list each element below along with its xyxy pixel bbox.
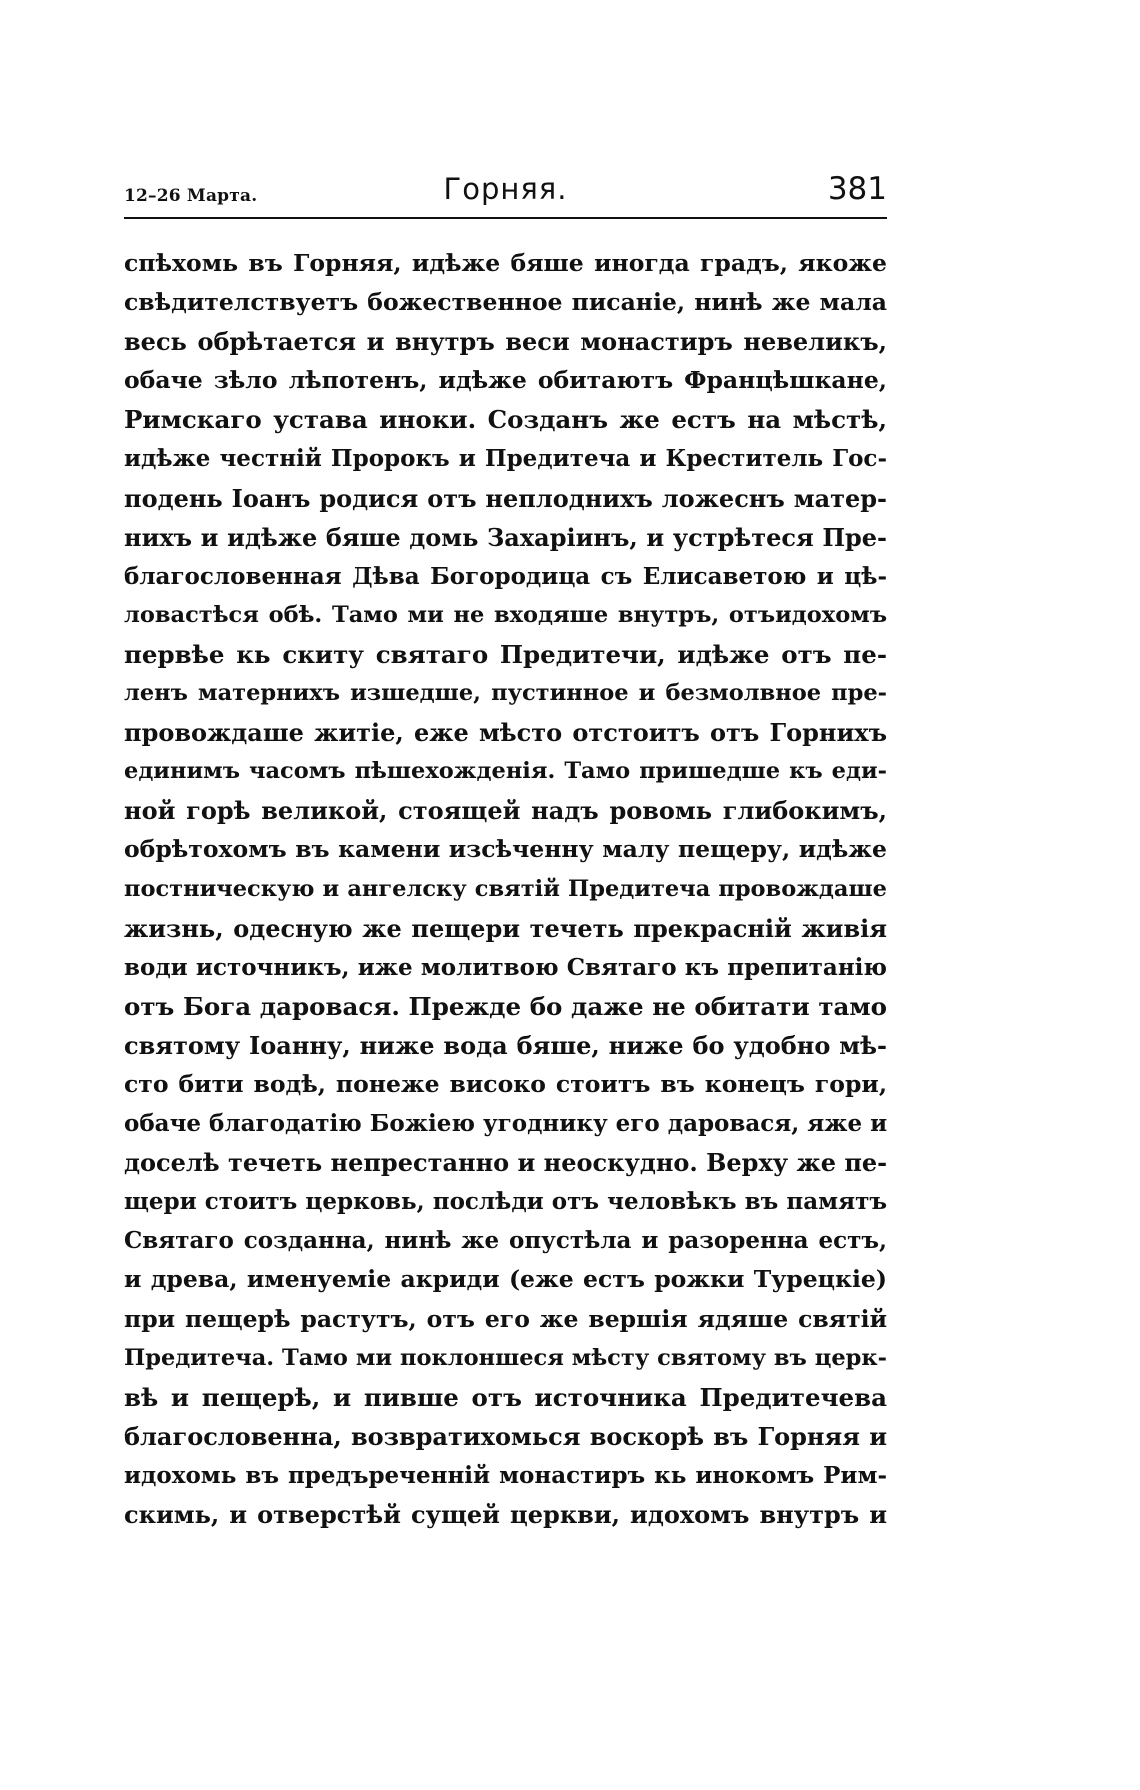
text-line: ленъ матернихъ изшедше, пустинное и безмолвное пре-: [124, 680, 887, 707]
text-line: спѣхомь въ Горняя, идѣже бяше иногда градъ, якоже: [124, 249, 887, 277]
text-line: свѣдителствуетъ божественное писаніе, нинѣ же мала: [124, 288, 887, 317]
text-line: обаче зѣло лѣпотенъ, идѣже обитаютъ Францѣшкане,: [124, 366, 887, 395]
text-line: и древа, именуеміе акриди (еже естъ рожки Турецкіе): [124, 1265, 887, 1294]
text-line: подень Іоанъ родися отъ неплоднихъ ложеснъ матер-: [124, 483, 887, 513]
text-line: благословенна, возвратихомься воскорѣ въ Горняя и: [124, 1421, 887, 1451]
text-line: нихъ и идѣже бяше домь Захаріинъ, и устрѣтеся Пре-: [124, 522, 887, 552]
text-line: святому Іоанну, ниже вода бяше, ниже бо удобно мѣ-: [124, 1030, 887, 1060]
text-line: скимь, и отверстѣй сущей церкви, идохомъ внутръ и: [124, 1500, 887, 1529]
text-line: первѣе кь скиту святаго Предитечи, идѣже отъ пе-: [124, 639, 887, 669]
header-rule: [124, 217, 887, 219]
text-line: ловастѣся обѣ. Тамо ми не входяше внутръ, отъидохомъ: [124, 601, 887, 628]
text-line: вѣ и пещерѣ, и пивше отъ источника Предитечева: [124, 1382, 887, 1412]
running-head-title: Горняя.: [443, 172, 568, 206]
text-line: постническую и ангелску святій Предитеча провождаше: [124, 875, 887, 902]
text-line: благословенная Дѣва Богородица съ Елисаветою и цѣ-: [124, 562, 887, 590]
text-line: Святаго созданна, нинѣ же опустѣла и разоренна естъ,: [124, 1227, 887, 1255]
text-line: Предитеча. Тамо ми поклоншеся мѣсту святому въ церк-: [124, 1344, 887, 1371]
text-line: обрѣтохомъ въ камени изсѣченну малу пещеру, идѣже: [124, 835, 887, 864]
running-head-date: 12–26 Марта.: [124, 186, 258, 206]
text-line: доселѣ течеть непрестанно и неоскудно. Верху же пе-: [124, 1148, 887, 1178]
text-line: сто бити водѣ, понеже високо стоитъ въ конецъ гори,: [124, 1069, 887, 1098]
body-text: [124, 244, 887, 1534]
text-line: при пещерѣ растутъ, отъ его же вершія ядяше святій: [124, 1304, 887, 1333]
text-line: щери стоитъ церковь, послѣди отъ человѣкъ въ памятъ: [124, 1188, 887, 1216]
text-line: идохомь въ предъреченній монастиръ кь инокомъ Рим-: [124, 1461, 887, 1489]
text-line: ной горѣ великой, стоящей надъ ровомь глибокимъ,: [124, 796, 887, 826]
text-line: отъ Бога даровася. Прежде бо даже не обитати тамо: [124, 991, 887, 1021]
text-line: обаче благодатію Божіею угоднику его даровася, яже и: [124, 1110, 887, 1138]
running-head: [124, 170, 887, 214]
text-line: жизнь, одесную же пещери течеть прекрасній живія: [124, 913, 887, 943]
text-line: весь обрѣтается и внутръ веси монастиръ невеликъ,: [124, 327, 887, 357]
text-line: води источникъ, иже молитвою Святаго къ препитанію: [124, 953, 887, 981]
page-number: 381: [827, 171, 887, 207]
text-line: провождаше житіе, еже мѣсто отстоитъ отъ Горнихъ: [124, 718, 887, 748]
text-line: единимъ часомъ пѣшехожденія. Тамо пришедше къ еди-: [124, 758, 887, 785]
text-line: Римскаго устава иноки. Созданъ же естъ на мѣстѣ,: [124, 405, 887, 435]
text-line: идѣже честній Пророкъ и Предитеча и Креститель Гос-: [124, 445, 887, 473]
